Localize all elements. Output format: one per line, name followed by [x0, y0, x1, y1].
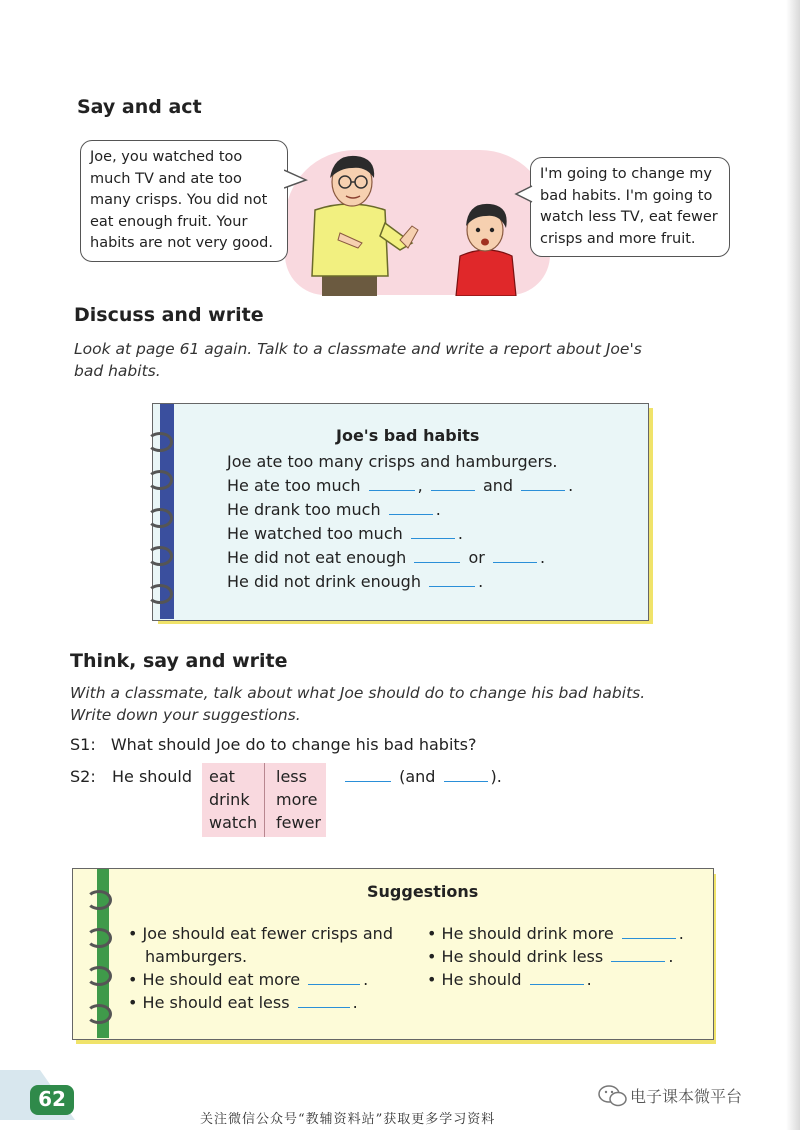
- quantifier-option: fewer: [276, 813, 321, 832]
- word-box-divider: [264, 763, 265, 837]
- suggestion-end: .: [668, 947, 674, 966]
- instruction-line: Write down your suggestions.: [70, 706, 301, 724]
- s2-label: S2:: [70, 767, 96, 786]
- answer-blank[interactable]: [411, 524, 455, 539]
- answer-blank[interactable]: [431, 476, 475, 491]
- answer-blank[interactable]: [414, 548, 460, 563]
- suggestion-end: .: [586, 970, 592, 989]
- answer-blank[interactable]: [622, 924, 676, 939]
- line-text: .: [539, 548, 546, 567]
- line-text: He drank too much: [227, 500, 381, 519]
- notebook-line-4: [227, 522, 573, 546]
- instruction-line: With a classmate, talk about what Joe should do to change his bad habits.: [70, 684, 646, 702]
- think-instruction: [70, 682, 645, 726]
- bubble-line: eat enough fruit. Your: [90, 213, 248, 230]
- binder-ring: [86, 966, 112, 986]
- page-number: 62: [38, 1087, 66, 1111]
- answer-blank[interactable]: [493, 548, 537, 563]
- joe-illustration: [452, 196, 522, 296]
- bubble-line: crisps and more fruit.: [540, 230, 696, 247]
- bullet: •: [128, 924, 138, 943]
- answer-blank[interactable]: [611, 947, 665, 962]
- line-text: .: [457, 524, 463, 543]
- and-open: (and: [399, 767, 436, 786]
- and-close: ).: [490, 767, 502, 786]
- suggestion-text: He should eat more: [142, 970, 301, 989]
- verb-option: watch: [209, 813, 258, 832]
- bubble-line: much TV and ate too: [90, 170, 242, 187]
- line-text: .: [568, 476, 574, 495]
- suggestion-text: He should eat less: [142, 993, 290, 1012]
- notebook-line-1: [227, 450, 573, 474]
- speech-bubble-joe: [530, 157, 730, 257]
- bullet: •: [128, 993, 138, 1012]
- answer-blank[interactable]: [308, 970, 360, 985]
- suggestions-right-column: [427, 922, 684, 991]
- suggestion-text: He should: [441, 970, 522, 989]
- suggestions-title: Suggestions: [367, 882, 479, 901]
- bubble-line: bad habits. I'm going to: [540, 187, 713, 204]
- heading-think-say-write: Think, say and write: [70, 650, 288, 672]
- binder-ring: [147, 546, 173, 566]
- answer-blank[interactable]: [369, 476, 415, 491]
- answer-blank[interactable]: [444, 767, 488, 782]
- notebook-line-5: [227, 546, 573, 570]
- instruction-line: Look at page 61 again. Talk to a classmate and write a report about Joe's: [74, 340, 642, 358]
- binder-ring: [147, 470, 173, 490]
- notebook-content: [227, 450, 573, 594]
- line-text: or: [468, 548, 485, 567]
- binder-ring: [86, 890, 112, 910]
- binder-ring: [86, 1004, 112, 1024]
- instruction-line: bad habits.: [74, 362, 161, 380]
- quantifier-column: [276, 765, 321, 834]
- line-text: ,: [417, 476, 423, 495]
- answer-blank[interactable]: [429, 572, 475, 587]
- line-text: .: [435, 500, 441, 519]
- suggestion-item: [427, 945, 684, 968]
- suggestion-text: He should drink more: [441, 924, 614, 943]
- suggestion-item: [128, 991, 393, 1014]
- verb-option: drink: [209, 790, 250, 809]
- notebook-line-2: [227, 474, 573, 498]
- wechat-icon: [598, 1084, 628, 1108]
- answer-blank[interactable]: [389, 500, 433, 515]
- bubble-line: Joe, you watched too: [90, 149, 243, 165]
- suggestion-text: hamburgers.: [145, 947, 248, 966]
- s2-text: He should: [112, 767, 192, 786]
- answer-blank[interactable]: [345, 767, 391, 782]
- suggestion-end: .: [678, 924, 684, 943]
- suggestion-text: He should drink less: [441, 947, 604, 966]
- bullet: •: [427, 970, 437, 989]
- s1-row: [70, 735, 477, 754]
- page-edge: [786, 0, 800, 1130]
- suggestion-item: [128, 968, 393, 991]
- suggestion-end: .: [363, 970, 369, 989]
- watermark-text: 电子课本微平台: [630, 1087, 743, 1106]
- verb-option: eat: [209, 767, 235, 786]
- line-text: He watched too much: [227, 524, 403, 543]
- footer-caption: 关注微信公众号“教辅资料站”获取更多学习资料: [200, 1112, 496, 1127]
- line-text: He ate too much: [227, 476, 361, 495]
- quantifier-option: less: [276, 767, 307, 786]
- verb-column: [209, 765, 257, 834]
- speech-bubble-teacher: [80, 140, 288, 262]
- binder-ring: [147, 508, 173, 528]
- line-text: He did not eat enough: [227, 548, 407, 567]
- heading-say-and-act: Say and act: [77, 96, 202, 118]
- answer-blank[interactable]: [530, 970, 584, 985]
- notebook-line-3: [227, 498, 573, 522]
- bullet: •: [128, 970, 138, 989]
- binder-ring: [147, 584, 173, 604]
- bullet: •: [427, 924, 437, 943]
- answer-blank[interactable]: [298, 993, 350, 1008]
- suggestion-end: .: [352, 993, 358, 1012]
- quantifier-option: more: [276, 790, 318, 809]
- binder-ring: [86, 928, 112, 948]
- suggestion-item: [427, 968, 684, 991]
- heading-discuss-and-write: Discuss and write: [74, 304, 264, 326]
- s1-question: What should Joe do to change his bad habits?: [110, 735, 477, 754]
- line-text: and: [482, 476, 514, 495]
- answer-blank[interactable]: [521, 476, 565, 491]
- line-text: .: [478, 572, 484, 591]
- suggestion-item-continued: [128, 945, 393, 968]
- binder-ring: [147, 432, 173, 452]
- suggestions-left-column: [128, 922, 393, 1014]
- discuss-instruction: [74, 338, 642, 382]
- s1-label: S1:: [70, 735, 96, 754]
- teacher-illustration: [300, 148, 430, 296]
- bubble-line: many crisps. You did not: [90, 192, 268, 208]
- notebook-title: Joe's bad habits: [336, 426, 480, 445]
- bubble-line: I'm going to change my: [540, 166, 712, 182]
- suggestion-item: [427, 922, 684, 945]
- bubble-line: habits are not very good.: [90, 235, 273, 251]
- suggestion-item: [128, 922, 393, 945]
- bullet: •: [427, 947, 437, 966]
- suggestion-text: Joe should eat fewer crisps and: [142, 924, 393, 943]
- bubble-line: watch less TV, eat fewer: [540, 209, 718, 225]
- s2-answer: [342, 767, 502, 786]
- notebook-line-6: [227, 570, 573, 594]
- line-text: Joe ate too many crisps and hamburgers.: [227, 452, 558, 471]
- line-text: He did not drink enough: [227, 572, 421, 591]
